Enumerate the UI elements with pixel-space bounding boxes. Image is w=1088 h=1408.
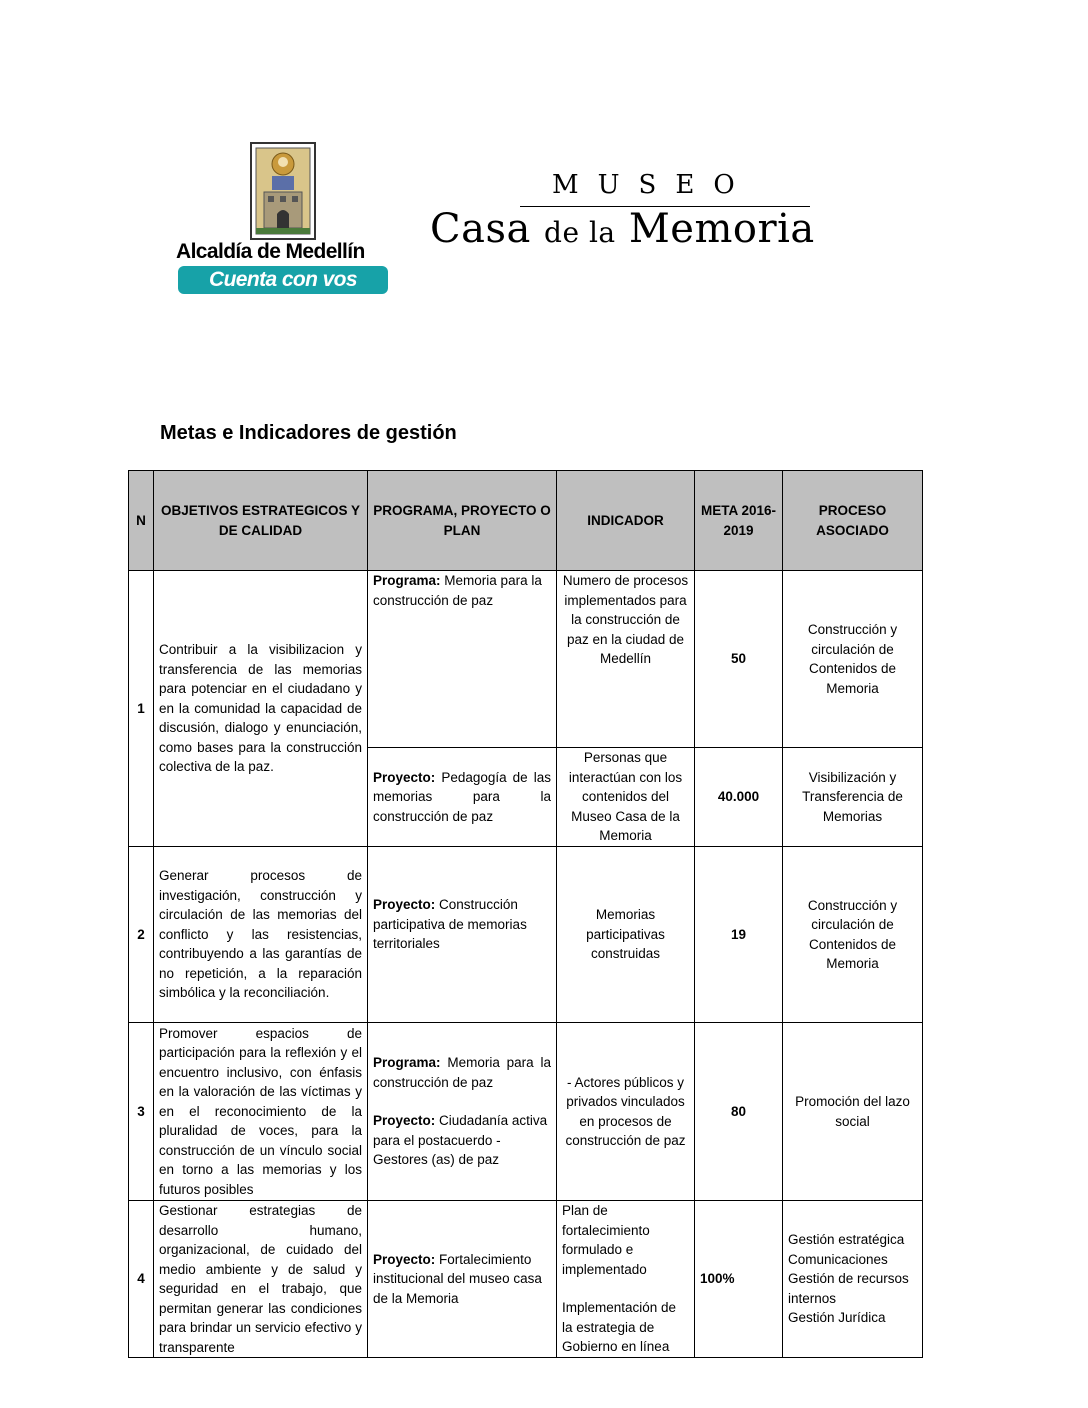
programa-label: Proyecto: xyxy=(373,1251,436,1267)
museo-word: MUSEO xyxy=(552,170,754,200)
alcaldia-name: Alcaldía de Medellín xyxy=(176,240,365,263)
indicador-cell: - Actores públicos y privados vinculados en procesos de construcción de paz xyxy=(557,1023,695,1201)
programa-text: Construcción participativa de memorias territoriales xyxy=(373,897,527,951)
proceso-cell: Construcción y circulación de Contenidos de Memoria xyxy=(783,847,923,1023)
proyecto-text: Ciudadanía activa para el postacuerdo - Gestores (as) de paz xyxy=(373,1113,548,1168)
programa-text: Memoria para la construcción de paz xyxy=(373,1055,551,1090)
alcaldia-slogan: Cuenta con vos xyxy=(178,266,388,294)
museo-name-part-2: de la xyxy=(544,216,616,249)
programa-label: Proyecto: xyxy=(373,769,436,785)
programa-cell xyxy=(368,1023,557,1201)
table-row xyxy=(129,847,923,1023)
header-programa: PROGRAMA, PROYECTO O PLAN xyxy=(368,471,557,571)
objetivo-cell: Promover espacios de participación para la reflexión y el encuentro inclusivo, con énfasis en la valoración de las víctimas y en el reconocimiento de la pluralidad de voces, para la construcción de un vínculo social en torno a las memorias y los futuros posibles xyxy=(154,1023,368,1201)
indicador-cell xyxy=(557,1201,695,1358)
programa-cell xyxy=(368,571,557,748)
header-meta: META 2016-2019 xyxy=(695,471,783,571)
header-indicador: INDICADOR xyxy=(557,471,695,571)
programa-label: Programa: xyxy=(373,573,441,588)
header-objetivos: OBJETIVOS ESTRATEGICOS Y DE CALIDAD xyxy=(154,471,368,571)
proceso-line: Gestión estratégica xyxy=(788,1232,905,1248)
programa-line xyxy=(373,1053,551,1092)
proyecto-label: Proyecto: xyxy=(373,1113,436,1129)
meta-cell: 80 xyxy=(695,1023,783,1201)
proceso-cell xyxy=(783,1201,923,1358)
proceso-cell: Construcción y circulación de Contenidos de Memoria xyxy=(783,571,923,748)
museo-name-part-3: Memoria xyxy=(628,206,815,252)
programa-cell xyxy=(368,748,557,847)
alcaldia-logo xyxy=(176,142,392,296)
row-number: 3 xyxy=(129,1023,154,1201)
programa-label: Programa: xyxy=(373,1055,441,1071)
header-n: N xyxy=(129,471,154,571)
meta-cell: 40.000 xyxy=(695,748,783,847)
document-title: Metas e Indicadores de gestión xyxy=(160,422,457,444)
proceso-cell: Promoción del lazo social xyxy=(783,1023,923,1201)
medellin-coat-of-arms-icon xyxy=(250,142,316,240)
proceso-line: Gestión de recursos internos xyxy=(788,1271,909,1306)
programa-cell xyxy=(368,1201,557,1358)
table-row xyxy=(129,571,923,748)
objetivo-cell: Contribuir a la visibilizacion y transferencia de las memorias para potenciar en el ciudadano y en la comunidad la capacidad de discusión, dialogo y enunciación, como bases para la construcción colectiva de la paz. xyxy=(154,571,368,847)
museo-name-part-1: Casa xyxy=(430,206,531,252)
programa-label: Proyecto: xyxy=(373,897,436,912)
table-row xyxy=(129,1023,923,1201)
meta-cell: 19 xyxy=(695,847,783,1023)
metas-table xyxy=(128,470,923,1358)
row-number: 2 xyxy=(129,847,154,1023)
proyecto-line xyxy=(373,1111,551,1170)
indicador-line-2: Implementación de la estrategia de Gobierno en línea xyxy=(562,1300,677,1354)
header-proceso: PROCESO ASOCIADO xyxy=(783,471,923,571)
meta-cell: 50 xyxy=(695,571,783,748)
programa-text: Memoria para la construcción de paz xyxy=(373,573,542,608)
objetivo-cell: Generar procesos de investigación, construcción y circulación de las memorias del conflicto y las resistencias, contribuyendo a las garantías de no repetición, a la reparación simbólica y la reconciliación. xyxy=(154,847,368,1023)
table-row xyxy=(129,1201,923,1358)
proceso-line: Gestión Jurídica xyxy=(788,1310,886,1326)
indicador-cell: Numero de procesos implementados para la construcción de paz en la ciudad de Medellín xyxy=(557,571,695,748)
proceso-line: Comunicaciones xyxy=(788,1251,888,1267)
proceso-cell: Visibilización y Transferencia de Memorias xyxy=(783,748,923,847)
programa-text: Pedagogía de las memorias para la construcción de paz xyxy=(373,769,551,824)
table-header-row xyxy=(129,471,923,571)
museo-name xyxy=(430,206,815,252)
row-number: 1 xyxy=(129,571,154,847)
programa-text: Fortalecimiento institucional del museo casa de la Memoria xyxy=(373,1251,542,1306)
indicador-line-1: Plan de fortalecimiento formulado e implementado xyxy=(562,1203,650,1277)
indicador-cell: Personas que interactúan con los contenidos del Museo Casa de la Memoria xyxy=(557,748,695,847)
programa-cell xyxy=(368,847,557,1023)
museo-logo xyxy=(430,170,920,270)
objetivo-cell: Gestionar estrategias de desarrollo humano, organizacional, de cuidado del medio ambiente y de salud y seguridad en el trabajo, que permitan generar las condiciones para brindar un servicio efectivo y transparente xyxy=(154,1201,368,1358)
row-number: 4 xyxy=(129,1201,154,1358)
meta-cell: 100% xyxy=(695,1201,783,1358)
indicador-cell: Memorias participativas construidas xyxy=(557,847,695,1023)
